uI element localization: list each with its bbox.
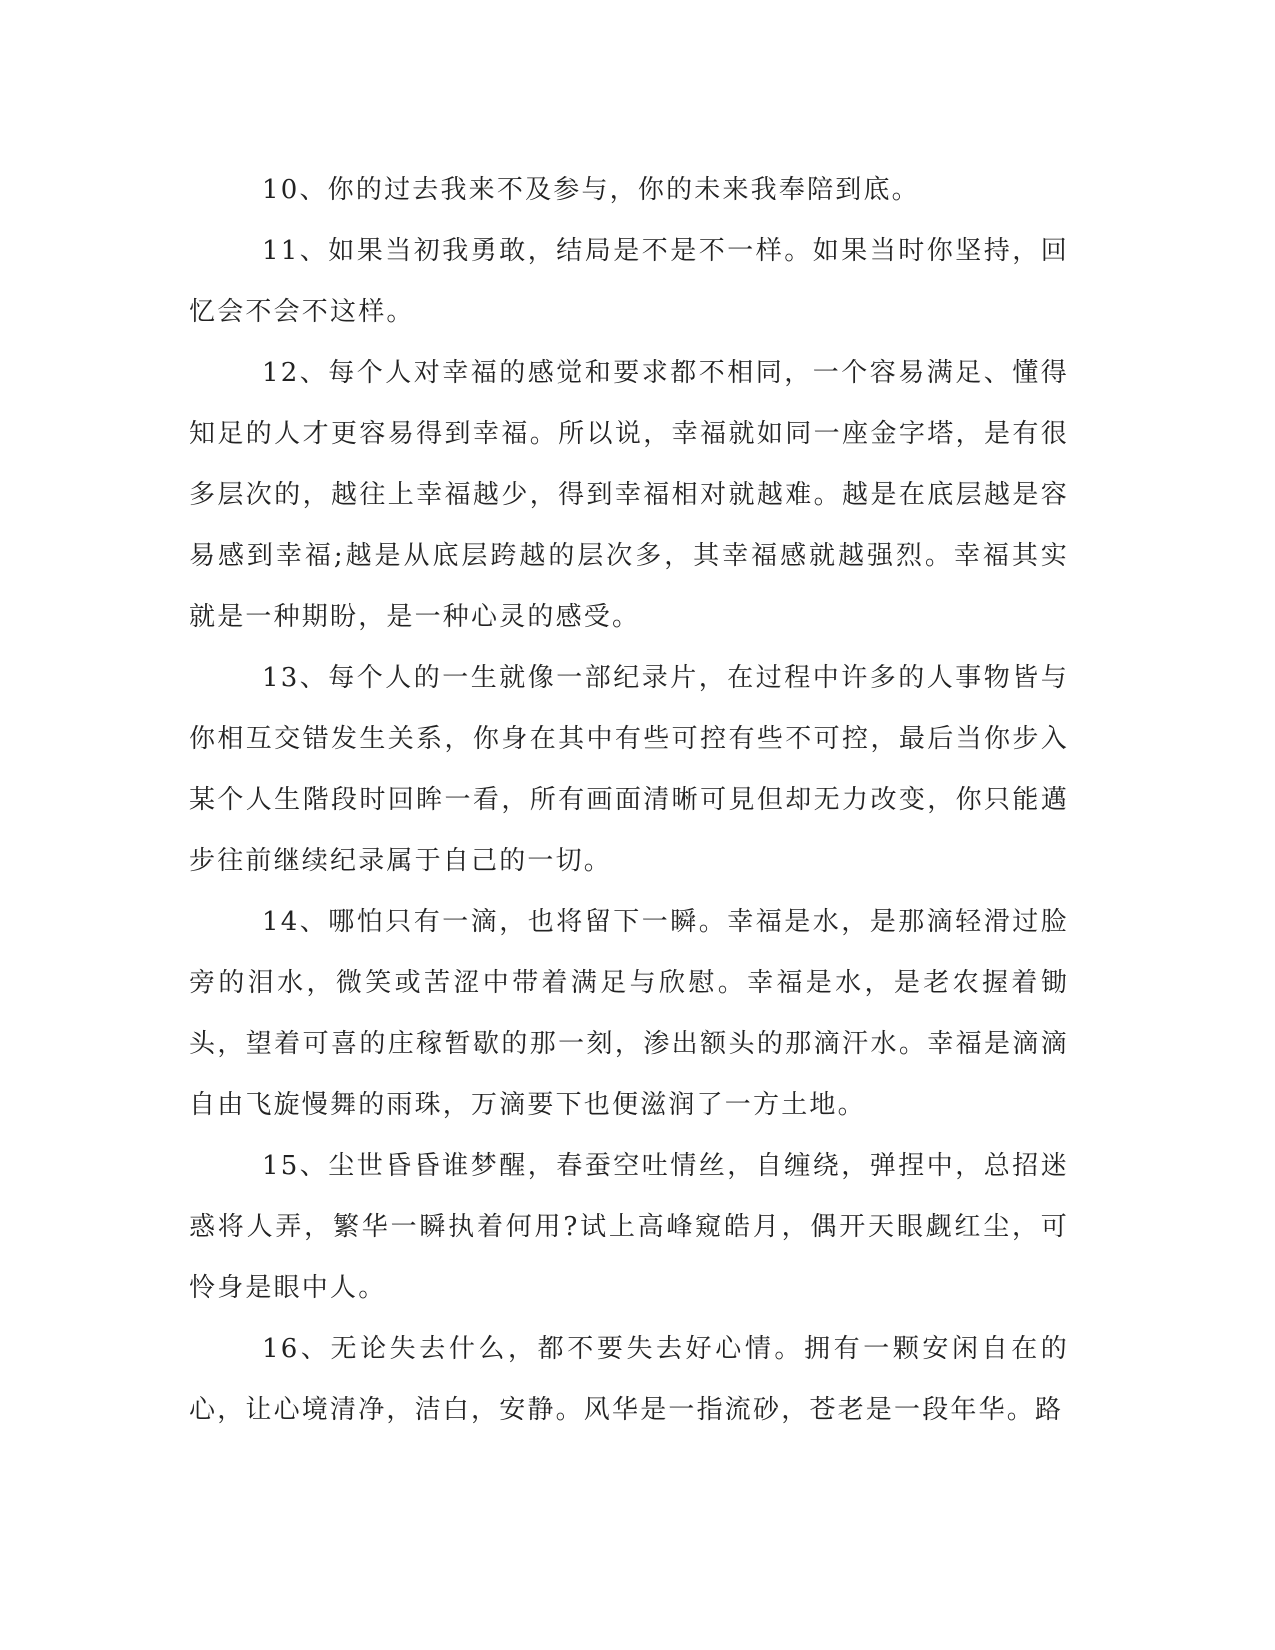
paragraph-12: 12、每个人对幸福的感觉和要求都不相同，一个容易满足、懂得知足的人才更容易得到幸福。所以说，幸福就如同一座金字塔，是有很多层次的，越往上幸福越少，得到幸福相对就越难。越是在底层越是容易感到幸福;越是从底层跨越的层次多，其幸福感就越强烈。幸福其实就是一种期盼，是一种心灵的感受。	[189, 358, 1069, 632]
document-body	[189, 160, 1069, 1441]
paragraph-15: 15、尘世昏昏谁梦醒，春蚕空吐情丝，自缠绕，弹捏中，总招迷惑将人弄，繁华一瞬执着何用?试上高峰窥皓月，偶开天眼觑红尘，可怜身是眼中人。	[189, 1151, 1069, 1303]
paragraph-11: 11、如果当初我勇敢，结局是不是不一样。如果当时你坚持，回忆会不会不这样。	[189, 236, 1069, 327]
paragraph-16: 16、无论失去什么，都不要失去好心情。拥有一颗安闲自在的心，让心境清净，洁白，安静。风华是一指流砂，苍老是一段年华。路	[189, 1334, 1069, 1425]
paragraph-10: 10、你的过去我来不及参与，你的未来我奉陪到底。	[262, 175, 920, 205]
paragraph-13: 13、每个人的一生就像一部纪录片，在过程中许多的人事物皆与你相互交错发生关系，你身在其中有些可控有些不可控，最后当你步入某个人生階段时回眸一看，所有画面清晰可見但却无力改变，你只能邁步往前继续纪录属于自己的一切。	[189, 663, 1069, 876]
paragraph-14: 14、哪怕只有一滴，也将留下一瞬。幸福是水，是那滴轻滑过脸旁的泪水，微笑或苦涩中带着满足与欣慰。幸福是水，是老农握着锄头，望着可喜的庄稼暂歇的那一刻，渗出额头的那滴汗水。幸福是滴滴自由飞旋慢舞的雨珠，万滴要下也便滋润了一方土地。	[189, 907, 1069, 1120]
